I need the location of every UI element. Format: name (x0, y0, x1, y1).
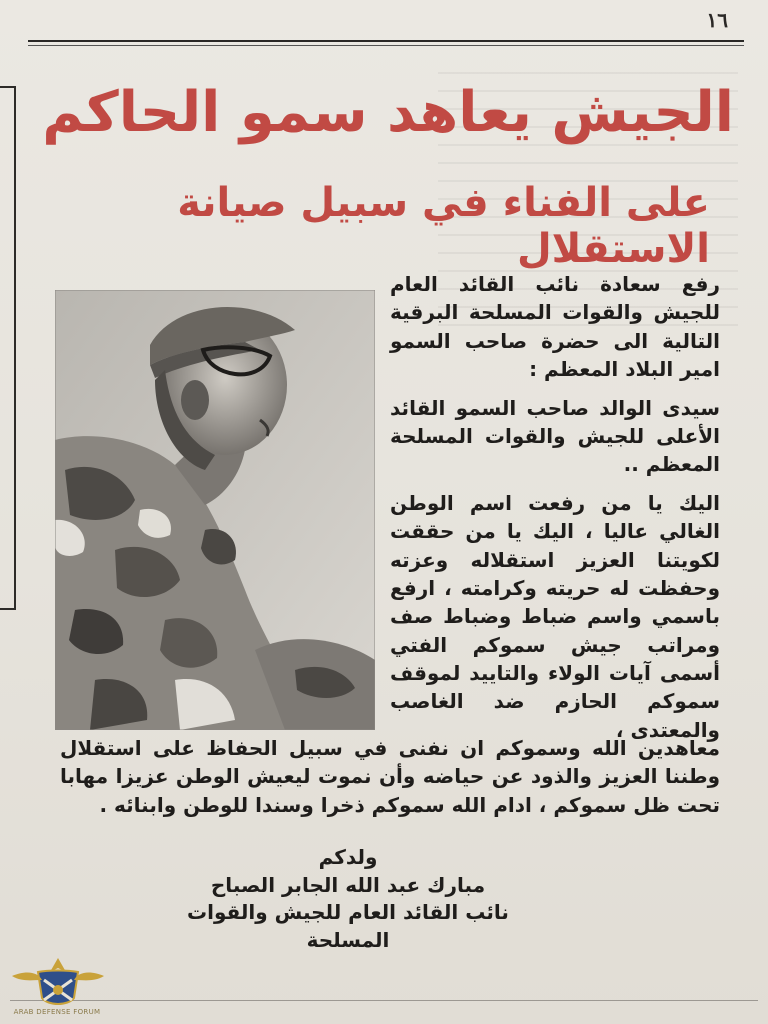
signature-title-line1: نائب القائد العام للجيش والقوات (187, 900, 509, 925)
article-body-wide-text: معاهدين الله وسموكم ان نفنى في سبيل الحفاظ على استقلال وطننا العزيز والذود عن حياضه وأن نموت ليعيش الوطن عزيزا مهابا تحت ظل سموكم ، ادام الله سموكم ذخرا وسندا للوطن وابنائه . (60, 736, 720, 817)
header-rule-thin (28, 45, 744, 46)
adjacent-article-frame (0, 86, 16, 610)
eagle-emblem-icon (8, 950, 108, 1016)
article-body-wide (60, 734, 720, 819)
article-intro: رفع سعادة نائب القائد العام للجيش والقوات المسلحة البرقية التالية الى حضرة صاحب السمو امير البلاد المعظم : (390, 272, 720, 382)
signature-closing: ولدكم (318, 845, 378, 869)
article-headline: الجيش يعاهد سمو الحاكم (42, 80, 734, 145)
footer-rule (10, 1000, 758, 1001)
article-body-column-text: اليك يا من رفعت اسم الوطن الغالي عاليا ، اليك يا من حققت لكويتنا العزيز استقلاله وعزته وحفظت له حريته وكرامته ، ارفع باسمي واسم ضباط وضباط صف ومراتب جيش سموكم الفتي أسمى آيات الولاء والتاييد لموقف سموكم الحازم ضد الغاصب والمعتدى ، (390, 490, 720, 742)
article-body-column (390, 270, 720, 754)
watermark-text: ARAB DEFENSE FORUM (13, 1008, 101, 1016)
signature-title-line2: المسلحة (306, 927, 390, 952)
portrait-image (55, 290, 375, 730)
article-subheadline: على الفناء في سبيل صيانة الاستقلال (177, 180, 710, 272)
header-rule (28, 40, 744, 42)
signature-block (138, 844, 558, 954)
portrait-photo (55, 290, 375, 730)
signature-name: مبارك عبد الله الجابر الصباح (210, 872, 486, 897)
article-salutation: سيدى الوالد صاحب السمو القائد الأعلى للجيش والقوات المسلحة المعظم .. (390, 395, 720, 477)
page-number: ١٦ (706, 8, 728, 32)
